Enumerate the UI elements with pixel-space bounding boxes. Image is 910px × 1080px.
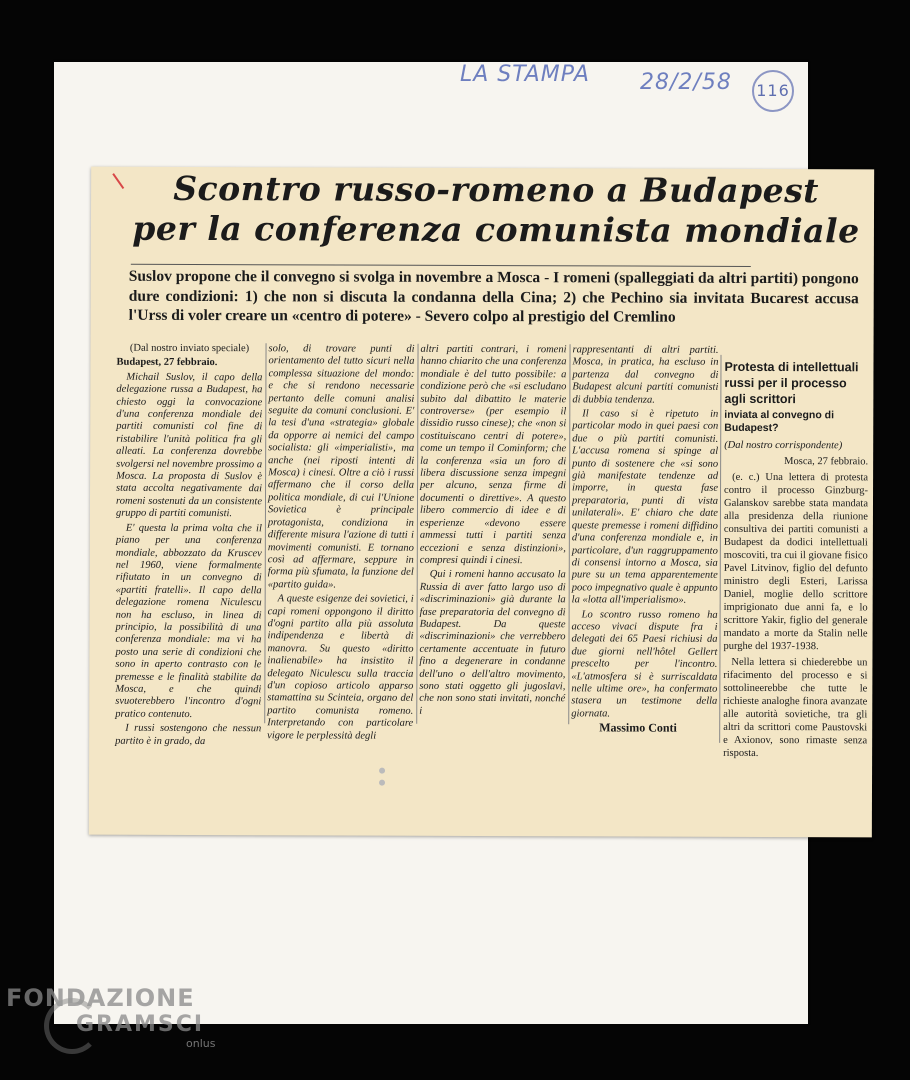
article-column-3 — [419, 344, 566, 729]
sidebar-dateline: Mosca, 27 febbraio. — [784, 456, 869, 468]
column-divider — [416, 344, 418, 724]
column-divider — [264, 343, 266, 723]
subheadline: Suslov propone che il convegno si svolga in novembre a Mosca - I romeni (spalleggiati da altri partiti) pongono dure condizioni: 1) che non si discuta la condanna della Cina; 2) che Pechino sia invitata Bucarest accusa l'Urss di voler creare un «centro di potere» - Severo colpo al prestigio del Cremlino — [128, 267, 859, 326]
gramsci-g-icon — [44, 998, 100, 1054]
article-column-4 — [571, 344, 718, 729]
handwritten-source: LA STAMPA — [460, 62, 590, 87]
sidebar-article — [723, 359, 868, 764]
column-divider — [568, 344, 570, 724]
paragraph: rappresentanti di altri partiti. Mosca, in pratica, ha escluso in partenza dal convegno di Budapest alcuni partiti comunisti di dubbia tendenza. — [572, 344, 719, 406]
watermark-line-1: FONDAZIONE — [6, 984, 195, 1012]
sidebar-divider — [719, 355, 721, 743]
punch-hole — [379, 780, 385, 786]
punch-hole — [379, 768, 385, 774]
newspaper-clipping — [89, 167, 874, 838]
sidebar-paragraph: (e. c.) Una lettera di protesta contro il processo Ginzburg-Galanskov sarebbe stata mandata alla presidenza della riunione consultiva dei partiti comunisti a Budapest da dodici intellettuali moscoviti, tra cui il giovane fisico Pavel Litvinov, figlio del defunto ministro degli Esteri, Larissa Daniel, moglie dello scrittore imprigionato due anni fa, e lo scrittore Yakir, figlio del generale mandato a morte da Stalin nelle purghe del 1937-1938. — [723, 471, 869, 653]
headline — [131, 169, 861, 252]
dateline-credit: (Dal nostro inviato speciale) — [129, 342, 250, 355]
watermark-logo — [6, 984, 215, 1050]
headline-line-2: per la conferenza comunista mondiale — [132, 208, 860, 251]
sidebar-credit: (Dal nostro corrispondente) — [724, 439, 843, 452]
paragraph: altri partiti contrari, i romeni hanno chiarito che una conferenza mondiale è del tutto possibile: a condizione però che «si escludano subito dal dibattito le materie controverse» (per esempio il dissidio russo cinese); che «non si costituiscano centri di potere», come un tempo il Cominform; che la conferenza «sia un foro di libera discussione senza impegni per alcuno, senza firme di documenti o direttive». A questo libero commercio di idee e di esperienze «devono essere ammessi tutti i partiti senza eccezioni e senza distinzioni», compresi quindi i cinesi. — [419, 343, 567, 567]
paragraph: A queste esigenze dei sovietici, i capi romeni oppongono il diritto d'ogni partito alla più assoluta indipendenza e libertà di manovra. Su questo «diritto inalienabile» ha insistito il delegato Niculescu sulla traccia d'un copioso articolo apparso stamattina su Scinteia, organo del partito comunista romeno. Interpretando con particolare vigore le perplessità degli — [267, 593, 414, 742]
paragraph: Qui i romeni hanno accusato la Russia di aver fatto largo uso di «discriminazioni» già durante la fase preparatoria del convegno di Budapest. Da queste «discriminazioni» che verrebbero certamente accentuate in futuro fino a degenerare in condanne dell'uno o dell'altro movimento, sono stati oggetto gli jugoslavi, che non sono stati invitati, nonché i — [419, 569, 566, 717]
headline-line-1: Scontro russo-romeno a Budapest — [173, 168, 820, 211]
author-signature: Massimo Conti — [599, 720, 677, 735]
handwritten-date: 28/2/58 — [640, 70, 732, 95]
article-column-1 — [115, 342, 263, 747]
sidebar-title: Protesta di intellettuali russi per il processo agli scrittori — [724, 359, 859, 407]
paragraph: Michail Suslov, il capo della delegazione russa a Budapest, ha chiesto oggi la convocazione d'una conferenza mondiale dei partiti comunisti col fine di ristabilire l'unità politica fra gli alleati. La conferenza dovrebbe svolgersi nel novembre prossimo a Mosca. La proposta di Suslov è stata accolta negativamente dai romeni sostenuti da un consistente gruppo di partiti comunisti. — [115, 371, 263, 520]
paragraph: I russi sostengono che nessun partito è in grado, da — [115, 722, 262, 747]
paragraph: E' questa la prima volta che il piano per una conferenza mondiale, abbozzato da Kruscev nel 1960, viene formalmente rifiutato in un convegno di «partiti fratelli». Il capo della delegazione romena Niculescu non ha escluso, in linea di principio, la possibilità di una conferenza mondiale: ma vi ha posto una serie di condizioni che sono in aperto contrasto con le premesse e le finalità stabilite da Mosca, e che quindi svuoterebbero l'incontro d'ogni pratico contenuto. — [115, 522, 262, 720]
dateline: Budapest, 27 febbraio. — [116, 357, 218, 369]
paragraph: solo, di trovare punti di orientamento del tutto sicuri nella complessa situazione del mondo: e che si rendono necessarie pertanto delle comuni analisi seguite da comuni conclusioni. E' la tesi d'una «strategia» globale da opporre ai nemici del campo socialista: gli «imperialisti», ma anche (nei riposti intenti di Mosca) i cinesi. Oltre a ciò i russi affermano che il corso della politica mondiale, di cui l'Unione Sovietica è principale protagonista, condiziona in differente misura l'azione di tutti i movimenti comunisti. E tornano così ad affermare, seppure in forma più sfumata, la funzione del «partito guida». — [267, 343, 415, 591]
watermark-line-2: GRAMSCI — [76, 1012, 205, 1037]
paragraph: Lo scontro russo romeno ha acceso vivaci dispute fra i delegati dei 65 Paesi richiusi da due giorni nell'hôtel Gellert prescelto per l'incontro. «L'atmosfera si è surriscaldata nelle ultime ore», ha confermato stasera un testimone della giornata. — [571, 608, 718, 720]
watermark-line-3: onlus — [186, 1037, 216, 1050]
archive-number: 116 — [752, 70, 794, 112]
sidebar-subtitle: inviata al convegno di Budapest? — [724, 408, 835, 435]
paragraph: Il caso si è ripetuto in particolar modo in quei paesi con due o più partiti comunisti. L'accusa romena si spinge al punto di sostenere che «si sono già manifestate tendenze ad imporre, in questa fase preparatoria, punti di vista unilaterali». E' chiaro che date queste premesse i romeni diffidino d'una conferenza mondiale e, in particolare, d'un raggruppamento di consensi intorno a Mosca, sia pure su un tema apparentemente poco impegnativo quale è appunto la «lotta all'imperialismo». — [571, 408, 719, 606]
sidebar-paragraph: Nella lettera si chiederebbe un rifacimento del processo e si sottolineerebbe che tutte le richieste analoghe finora avanzate alle autorità sovietiche, tra gli altri da scrittori come Paustovski e Axionov, sono rimaste senza risposta. — [723, 656, 868, 759]
article-column-2 — [267, 343, 415, 742]
